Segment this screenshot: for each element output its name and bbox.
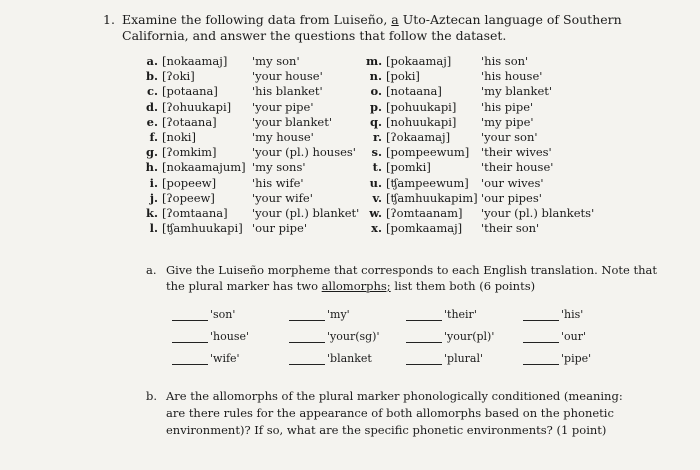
data-gloss: 'his wife': [252, 175, 304, 190]
answer-blank[interactable]: [406, 332, 442, 343]
data-row: [142, 69, 359, 84]
fill-in-row: [172, 327, 640, 349]
data-label: t.: [372, 160, 382, 175]
data-label: j.: [149, 190, 158, 205]
part-a-text-start: Give the Luiseño morpheme that corresponds to each English translation. Note that the plural marker has two: [166, 263, 658, 293]
fill-in-gloss: 'your(pl)': [444, 330, 495, 343]
fill-in-item: [523, 305, 640, 321]
fill-in-gloss: 'your(sg)': [327, 330, 380, 343]
answer-blank[interactable]: [523, 310, 559, 321]
data-form: [ʧamhuukapi]: [162, 221, 243, 236]
data-label: h.: [145, 160, 158, 175]
fill-in-item: [289, 327, 406, 343]
data-form: [ʔopeew]: [162, 190, 215, 205]
data-gloss: 'my pipe': [481, 114, 534, 129]
data-label: r.: [372, 130, 382, 145]
data-row: [142, 115, 359, 130]
data-label: b.: [145, 69, 158, 84]
fill-in-gloss: 'blanket: [327, 352, 372, 365]
fill-in-item: [523, 349, 640, 365]
data-form: [pomki]: [386, 160, 431, 175]
data-gloss: 'your pipe': [252, 99, 314, 114]
data-row: [366, 54, 594, 69]
data-form: [pohuukapi]: [386, 99, 457, 114]
data-label: c.: [146, 84, 158, 99]
data-gloss: 'your wife': [252, 190, 313, 205]
data-gloss: 'your (pl.) blanket': [252, 206, 360, 221]
data-label: p.: [369, 99, 382, 114]
part-a-instructions: [166, 262, 666, 294]
data-form: [noki]: [162, 130, 196, 145]
data-row: [366, 191, 594, 206]
data-label: w.: [369, 206, 382, 221]
data-form: [ʧampeewum]: [386, 175, 469, 190]
data-label: g.: [145, 145, 158, 160]
data-form: [nokaamajum]: [162, 160, 246, 175]
data-row: [366, 69, 594, 84]
data-gloss: 'my sons': [252, 160, 306, 175]
data-row: [142, 206, 359, 221]
fill-in-item: [172, 349, 289, 365]
data-row: [366, 176, 594, 191]
data-row: [366, 84, 594, 99]
dataset-left-column: [142, 54, 359, 236]
data-label: x.: [371, 221, 382, 236]
data-label: u.: [369, 175, 382, 190]
data-form: [ʔomtaana]: [162, 206, 228, 221]
part-b-label: b.: [146, 389, 158, 403]
data-label: k.: [146, 206, 158, 221]
data-form: [potaana]: [162, 84, 218, 99]
data-row: [142, 221, 359, 236]
data-gloss: 'your blanket': [252, 114, 333, 129]
question-prompt: [122, 12, 682, 44]
data-gloss: 'your house': [252, 69, 323, 84]
data-row: [366, 160, 594, 175]
data-gloss: 'his blanket': [252, 84, 323, 99]
answer-blank[interactable]: [289, 310, 325, 321]
data-gloss: 'his pipe': [481, 99, 534, 114]
fill-in-item: [289, 305, 406, 321]
data-label: i.: [149, 175, 158, 190]
answer-blank[interactable]: [172, 332, 208, 343]
fill-in-row: [172, 349, 640, 371]
data-gloss: 'my house': [252, 130, 314, 145]
data-row: [366, 221, 594, 236]
data-label: q.: [369, 114, 382, 129]
data-form: [nokaamaj]: [162, 54, 228, 68]
answer-blank[interactable]: [289, 332, 325, 343]
data-row: [142, 54, 359, 69]
prompt-underlined-word: a: [391, 12, 399, 27]
answer-blank[interactable]: [406, 310, 442, 321]
data-gloss: 'their wives': [481, 145, 552, 160]
data-gloss: 'my blanket': [481, 84, 553, 99]
data-gloss: 'his house': [481, 69, 543, 84]
fill-in-grid: [172, 305, 640, 371]
part-a-text-end: list them both (6 points): [390, 279, 536, 293]
data-gloss: 'his son': [481, 54, 529, 68]
data-row: [142, 84, 359, 99]
data-label: l.: [149, 221, 158, 236]
fill-in-gloss: 'my': [327, 308, 350, 321]
data-form: [ʔohuukapi]: [162, 99, 232, 114]
data-gloss: 'your son': [481, 130, 538, 145]
fill-in-item: [523, 327, 640, 343]
dataset-right-column: [366, 54, 594, 236]
answer-blank[interactable]: [289, 354, 325, 365]
fill-in-item: [172, 305, 289, 321]
prompt-text-end: Uto-Aztecan language of Southern California, and answer the questions that follow the dataset.: [122, 12, 622, 43]
data-label: m.: [366, 54, 383, 68]
data-row: [142, 100, 359, 115]
part-b-question: Are the allomorphs of the plural marker phonologically conditioned (meaning: are there rules for the appearance of both allomorphs based on the phonetic environment)? If so, what are the specific phonetic environments? (1 point): [166, 389, 623, 437]
fill-in-item: [406, 349, 523, 365]
answer-blank[interactable]: [172, 310, 208, 321]
data-gloss: 'their son': [481, 221, 540, 236]
data-label: f.: [149, 130, 158, 145]
fill-in-row: [172, 305, 640, 327]
data-row: [142, 191, 359, 206]
data-form: [ʧamhuukapim]: [386, 190, 478, 205]
question-number: 1.: [103, 12, 115, 27]
data-gloss: 'your (pl.) houses': [252, 145, 356, 160]
data-label: a.: [146, 54, 158, 68]
fill-in-gloss: 'son': [210, 308, 236, 321]
fill-in-gloss: 'wife': [210, 352, 240, 365]
data-gloss: 'our wives': [481, 175, 544, 190]
data-form: [ʔotaana]: [162, 114, 217, 129]
answer-blank[interactable]: [523, 354, 559, 365]
fill-in-item: [406, 305, 523, 321]
data-form: [nohuukapi]: [386, 114, 457, 129]
data-form: [ʔoki]: [162, 69, 195, 84]
data-gloss: 'your (pl.) blankets': [481, 206, 595, 221]
data-row: [366, 206, 594, 221]
data-form: [ʔomkim]: [162, 145, 217, 160]
part-a-underlined-word: allomorphs;: [321, 279, 391, 293]
data-row: [142, 176, 359, 191]
data-row: [142, 160, 359, 175]
data-gloss: 'my son': [252, 54, 300, 68]
data-label: d.: [145, 99, 158, 114]
data-form: [ʔokaamaj]: [386, 130, 451, 145]
answer-blank[interactable]: [172, 354, 208, 365]
data-form: [pompeewum]: [386, 145, 470, 160]
data-form: [notaana]: [386, 84, 442, 99]
fill-in-gloss: 'house': [210, 330, 249, 343]
data-label: e.: [146, 114, 158, 129]
data-form: [pomkaamaj]: [386, 221, 463, 236]
fill-in-item: [172, 327, 289, 343]
prompt-text-start: Examine the following data from Luiseño,: [122, 12, 392, 27]
answer-blank[interactable]: [406, 354, 442, 365]
data-row: [366, 115, 594, 130]
data-gloss: 'our pipe': [252, 221, 308, 236]
data-gloss: 'their house': [481, 160, 554, 175]
data-row: [142, 145, 359, 160]
fill-in-gloss: 'pipe': [561, 352, 592, 365]
fill-in-gloss: 'his': [561, 308, 584, 321]
data-row: [142, 130, 359, 145]
fill-in-gloss: 'our': [561, 330, 587, 343]
data-form: [ʔomtaanam]: [386, 206, 463, 221]
data-row: [366, 130, 594, 145]
data-label: s.: [371, 145, 382, 160]
data-label: o.: [370, 84, 382, 99]
data-label: n.: [369, 69, 382, 84]
fill-in-gloss: 'plural': [444, 352, 484, 365]
data-row: [366, 145, 594, 160]
data-form: [pokaamaj]: [386, 54, 452, 68]
data-form: [poki]: [386, 69, 420, 84]
data-row: [366, 100, 594, 115]
fill-in-item: [289, 349, 406, 365]
fill-in-item: [406, 327, 523, 343]
answer-blank[interactable]: [523, 332, 559, 343]
data-form: [popeew]: [162, 175, 217, 190]
data-label: v.: [372, 190, 382, 205]
part-a-label: a.: [146, 263, 157, 277]
fill-in-gloss: 'their': [444, 308, 477, 321]
data-gloss: 'our pipes': [481, 190, 542, 205]
